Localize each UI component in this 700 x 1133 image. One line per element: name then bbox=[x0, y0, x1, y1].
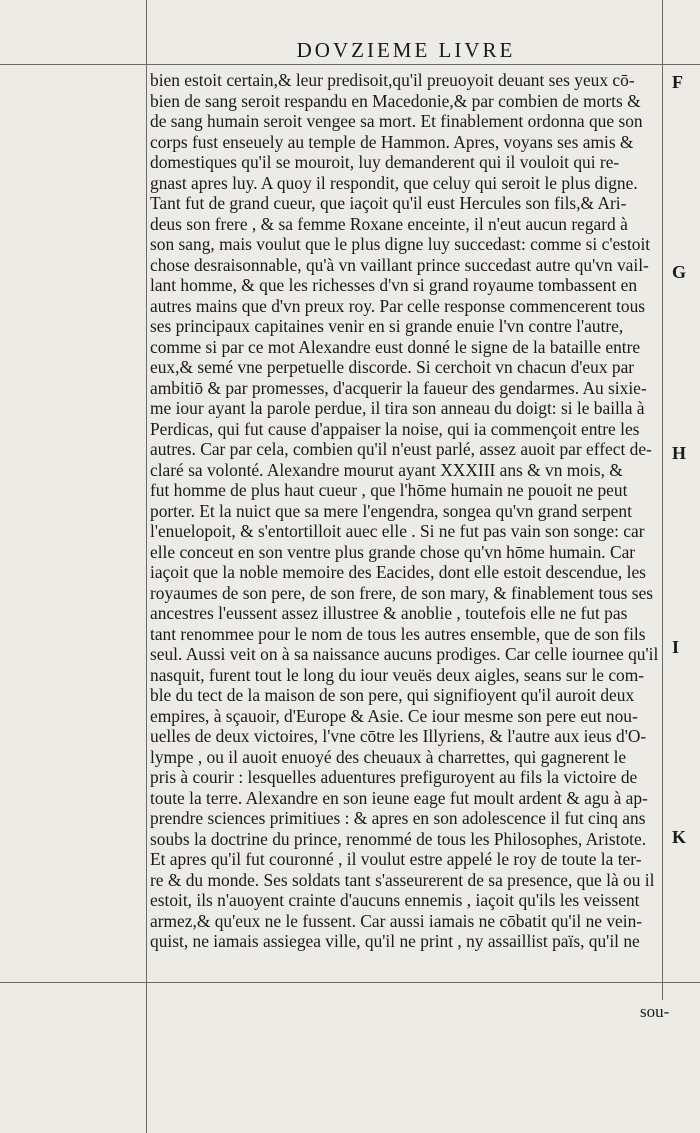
text-line: son sang, mais voulut que le plus digne luy succedast: comme si c'estoit bbox=[150, 234, 651, 254]
text-line: Tant fut de grand cueur, que iaçoit qu'il eust Hercules son fils,& Ari- bbox=[150, 193, 627, 213]
text-line: tant renommee pour le nom de tous les autres ensemble, que de son fils bbox=[150, 623, 646, 644]
text-line: chose desraisonnable, qu'à vn vaillant prince succedast autre qu'vn vail- bbox=[150, 254, 649, 275]
text-line: l'enuelopoit, & s'entortilloit auec elle . Si ne fut pas vain son songe: car bbox=[150, 521, 645, 541]
text-line: ancestres l'eussent assez illustree & anoblie , toutefois elle ne fut pas bbox=[150, 603, 628, 623]
text-line: claré sa volonté. Alexandre mourut ayant XXXIII ans & vn mois, & bbox=[150, 459, 623, 480]
text-line: lympe , ou il auoit enuoyé des cheuaux à charrettes, qui gagnerent le bbox=[150, 746, 627, 767]
text-line: estoit, ils n'auoyent crainte d'aucuns ennemis , iaçoit qu'ils les veissent bbox=[150, 890, 640, 910]
text-line: domestiques qu'il se mouroit, luy demanderent qui il vouloit qui re- bbox=[150, 152, 620, 172]
catchword: sou- bbox=[640, 1002, 670, 1021]
text-line: toute la terre. Alexandre en son ieune eage fut moult ardent & agu à ap- bbox=[150, 787, 648, 808]
text-line: ble du tect de la maison de son pere, qui signifioyent qu'il auroit deux bbox=[150, 685, 635, 705]
top-rule bbox=[0, 64, 700, 65]
text-line: corps fust enseuely au temple de Hammon. Apres, voyans ses amis & bbox=[150, 131, 634, 152]
text-line: Perdicas, qui fut cause d'appaiser la noise, qui ia commençoit entre les bbox=[150, 418, 640, 439]
text-line: armez,& qu'eux ne le fussent. Car aussi iamais ne cōbatit qu'il ne vein- bbox=[150, 910, 643, 931]
body-text bbox=[150, 70, 695, 952]
text-line: bien estoit certain,& leur predisoit,qu'il preuoyoit deuant ses yeux cō- bbox=[150, 70, 635, 90]
left-margin-rule bbox=[146, 0, 147, 1133]
bottom-rule bbox=[0, 982, 700, 983]
text-line: soubs la doctrine du prince, renommé de tous les Philosophes, Aristote. bbox=[150, 828, 647, 849]
margin-letter-k: K bbox=[672, 827, 687, 847]
margin-letter-i: I bbox=[672, 637, 680, 657]
margin-letter-h: H bbox=[672, 443, 687, 463]
text-line: uelles de deux victoires, l'vne cōtre les Illyriens, & l'autre aux ieus d'O- bbox=[150, 726, 647, 746]
text-line: me iour ayant la parole perdue, il tira son anneau du doigt: si le bailla à bbox=[150, 398, 645, 418]
text-line: fut homme de plus haut cueur , que l'hōme humain ne pouoit ne peut bbox=[150, 480, 628, 500]
text-line: quist, ne iamais assiegea ville, qu'il ne print , ny assaillist païs, qu'il ne bbox=[150, 931, 640, 951]
text-line: elle conceut en son ventre plus grande chose qu'vn hōme humain. Car bbox=[150, 541, 636, 562]
running-head: DOVZIEME LIVRE bbox=[296, 38, 516, 62]
text-line: pris à courir : lesquelles aduentures prefiguroyent au fils la victoire de bbox=[150, 767, 638, 787]
text-line: prendre sciences primitiues : & apres en son adolescence il fut cinq ans bbox=[150, 808, 646, 828]
text-line: de sang humain seroit vengee sa mort. Et finablement ordonna que son bbox=[150, 111, 643, 131]
margin-letter-f: F bbox=[672, 72, 683, 92]
text-line: empires, à sçauoir, d'Europe & Asie. Ce iour mesme son pere eut nou- bbox=[150, 705, 638, 726]
text-line: autres. Car par cela, combien qu'il n'eust parlé, assez auoit par effect de- bbox=[150, 439, 652, 459]
text-line: ambitiō & par promesses, d'acquerir la faueur des gendarmes. Au sixie- bbox=[150, 377, 647, 398]
text-line: lant homme, & que les richesses d'vn si grand royaume tombassent en bbox=[150, 275, 638, 295]
text-line: eux,& semé vne perpetuelle discorde. Si cerchoit vn chacun d'eux par bbox=[150, 357, 635, 377]
text-line: Et apres qu'il fut couronné , il voulut estre appelé le roy de toute la ter- bbox=[150, 849, 642, 869]
text-line: comme si par ce mot Alexandre eust donné le signe de la bataille entre bbox=[150, 336, 641, 357]
text-line: bien de sang seroit respandu en Macedonie,& par combien de morts & bbox=[150, 90, 641, 111]
text-line: ses principaux capitaines venir en si grande enuie l'vn contre l'autre, bbox=[150, 316, 624, 336]
text-line: seul. Aussi veit on à sa naissance aucuns prodiges. Car celle iournee qu'il bbox=[150, 644, 659, 664]
text-line: gnast apres luy. A quoy il respondit, que celuy qui seroit le plus digne. bbox=[150, 172, 638, 193]
text-line: iaçoit que la noble memoire des Eacides, dont elle estoit descendue, les bbox=[150, 562, 646, 582]
margin-letter-g: G bbox=[672, 262, 687, 282]
text-line: re & du monde. Ses soldats tant s'asseurerent de sa presence, que là ou il bbox=[150, 869, 655, 890]
text-line: deus son frere , & sa femme Roxane enceinte, il n'eut aucun regard à bbox=[150, 213, 628, 234]
text-line: nasquit, furent tout le long du iour veuës deux aigles, seans sur le com- bbox=[150, 664, 645, 685]
text-line: royaumes de son pere, de son frere, de son mary, & finablement tous ses bbox=[150, 582, 654, 603]
text-line: autres mains que d'vn preux roy. Par celle response commencerent tous bbox=[150, 295, 646, 316]
text-line: porter. Et la nuict que sa mere l'engendra, songea qu'vn grand serpent bbox=[150, 500, 632, 521]
